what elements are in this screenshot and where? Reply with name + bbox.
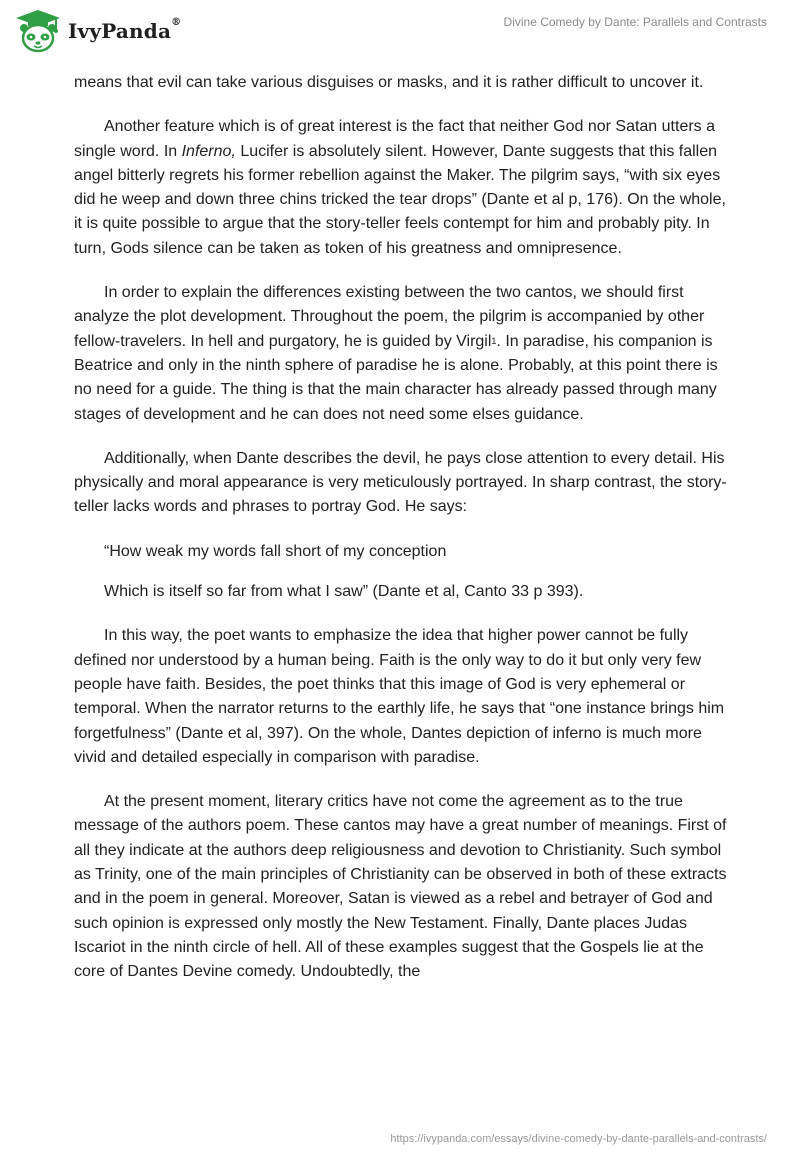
paragraph-devil-description: Additionally, when Dante describes the devil, he pays close attention to every detail. His physically and moral appearance is very meticulously portrayed. In sharp contrast, the story-teller lacks words and phrases to portray God. He says: [74,449,727,516]
brand-name: IvyPanda® [68,17,182,43]
paragraph-continued: means that evil can take various disguises or masks, and it is rather difficult to uncover it. [74,74,704,91]
source-url[interactable]: https://ivypanda.com/essays/divine-comedy-by-dante-parallels-and-contrasts/ [390,1133,767,1145]
essay-body [74,71,734,1005]
panda-graduate-logo-icon [14,8,62,54]
quote-line-2: Which is itself so far from what I saw” (Dante et al, Canto 33 p 393). [104,583,584,601]
quote-line-1: “How weak my words fall short of my conception [104,542,447,560]
inferno-title: Inferno, [181,142,236,160]
paragraph-plot-development: In order to explain the differences existing between the two cantos, we should first analyze the plot development. Throughout the poem, the pilgrim is accompanied by other fellow-travelers. In hell and purgatory, he is guided by Virgil$^1$. In paradise, his companion is Beatrice and only in the ninth sphere of paradise he is alone. Probably, at this point there is no need for a guide. The thing is that the main character has already passed through many stages of development and he can does not need some elses guidance. [74,284,718,423]
document-title: Divine Comedy by Dante: Parallels and Contrasts [503,15,767,29]
page-header [0,0,800,70]
ivypanda-logo[interactable] [14,8,181,54]
paragraph-silence: Another feature which is of great interest is the fact that neither God nor Satan utters a single word. In Inferno, Lucifer is absolutely silent. However, Dante suggests that this fallen angel bitterly regrets his former rebellion against the Maker. The pilgrim says, “with six eyes did he weep and down three chins tricked the tear drops” (Dante et al p, 176). On the whole, it is quite possible to argue that the story-teller feels contempt for him and probably pity. In turn, Gods silence can be taken as token of his greatness and omnipresence. [74,118,726,257]
paragraph-critics: At the present moment, literary critics have not come the agreement as to the true message of the authors poem. These cantos may have a great number of meanings. First of all they indicate at the authors deep religiousness and devotion to Christianity. Such symbol as Trinity, one of the main principles of Christianity can be observed in both of these extracts and in the poem in general. Moreover, Satan is viewed as a rebel and betrayer of God and such opinion is expressed only mostly the New Testament. Finally, Dante places Judas Iscariot in the ninth circle of hell. All of these examples suggest that the Gospels lie at the core of Dantes Devine comedy. Undoubtedly, the [74,793,727,981]
footnote-marker[interactable]: 1 [491,335,497,346]
paragraph-higher-power: In this way, the poet wants to emphasize the idea that higher power cannot be fully defined nor understood by a human being. Faith is the only way to do it but only very few people have faith. Besides, the poet thinks that this image of God is very ephemeral or temporal. When the narrator returns to the earthly life, he says that “one instance brings him forgetfulness” (Dante et al, 397). On the whole, Dantes depiction of inferno is much more vivid and detailed especially in comparison with paradise. [74,627,725,766]
